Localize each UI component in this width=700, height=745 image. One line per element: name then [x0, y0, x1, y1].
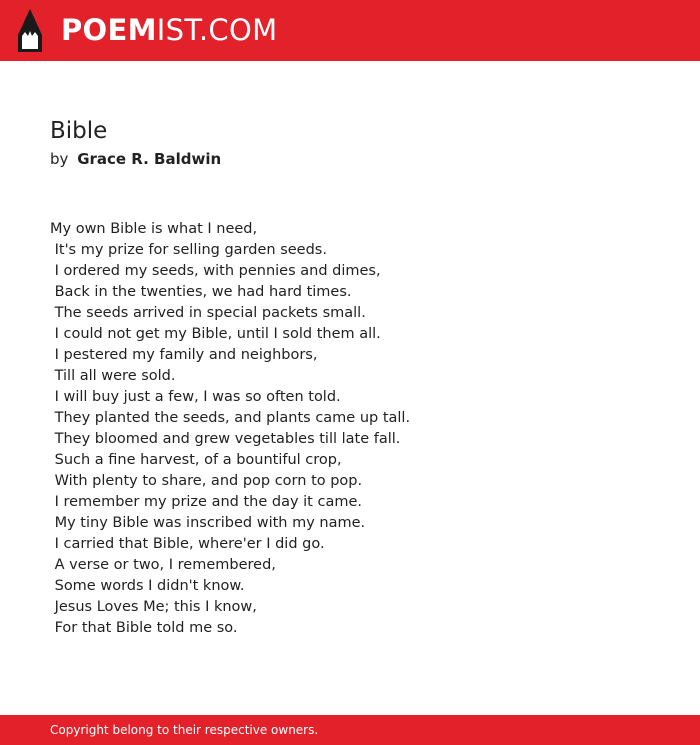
poem-line: Back in the twenties, we had hard times.: [50, 284, 352, 300]
poem-line: Till all were sold.: [50, 368, 176, 384]
by-label: by: [50, 150, 69, 168]
site-logo-link[interactable]: [18, 9, 277, 52]
poem-line: My tiny Bible was inscribed with my name.: [50, 515, 366, 531]
poem-line: For that Bible told me so.: [50, 620, 238, 636]
poem-line: A verse or two, I remembered,: [50, 557, 276, 573]
poem-line: They planted the seeds, and plants came up tall.: [50, 410, 411, 426]
logo-strong-text: POEM: [61, 13, 157, 47]
poem-body: [50, 219, 650, 639]
byline: [50, 149, 221, 169]
poem-title: Bible: [50, 118, 108, 144]
site-footer: [0, 715, 700, 745]
copyright-text: Copyright belong to their respective owners.: [50, 723, 319, 737]
poem-line: I remember my prize and the day it came.: [50, 494, 362, 510]
logo-light-text: IST.COM: [156, 13, 278, 47]
poem-line: Jesus Loves Me; this I know,: [50, 599, 257, 615]
poem-line: I ordered my seeds, with pennies and dimes,: [50, 263, 381, 279]
poem-line: I pestered my family and neighbors,: [50, 347, 318, 363]
poem-line: It's my prize for selling garden seeds.: [50, 242, 327, 258]
author-name: Grace R. Baldwin: [77, 150, 222, 168]
poem-line: They bloomed and grew vegetables till late fall.: [50, 431, 401, 447]
poem-line: My own Bible is what I need,: [50, 221, 258, 237]
poem-line: With plenty to share, and pop corn to pop.: [50, 473, 363, 489]
poem-line: I will buy just a few, I was so often told.: [50, 389, 341, 405]
poem-line: I could not get my Bible, until I sold them all.: [50, 326, 381, 342]
poem-line: Some words I didn't know.: [50, 578, 245, 594]
poem-line: Such a fine harvest, of a bountiful crop,: [50, 452, 342, 468]
poem-line: I carried that Bible, where'er I did go.: [50, 536, 325, 552]
site-header: [0, 0, 700, 61]
site-logo-text: [61, 9, 277, 52]
pencil-tip-icon: [18, 9, 42, 52]
poem-line: The seeds arrived in special packets small.: [50, 305, 366, 321]
